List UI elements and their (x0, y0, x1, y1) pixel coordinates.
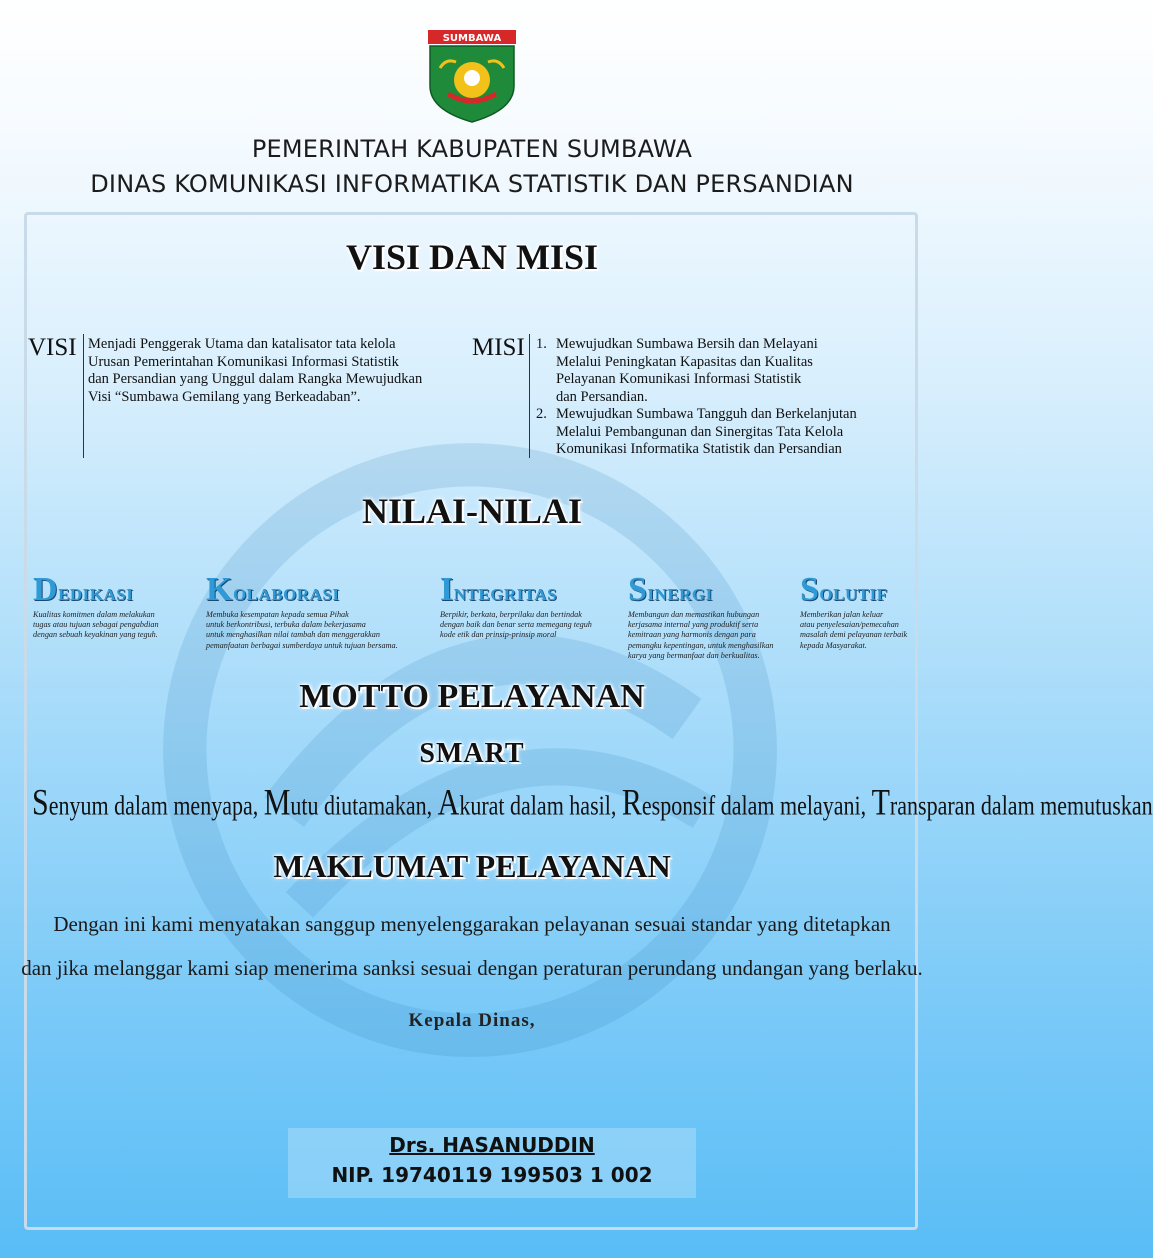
signature-block (288, 1128, 696, 1198)
misi-line: Mewujudkan Sumbawa Tangguh dan Berkelanjutan (556, 406, 857, 422)
value-sinergi (628, 572, 800, 661)
misi-number: 1. (536, 336, 547, 352)
value-name: KOLABORASI (206, 571, 340, 608)
maklumat-line: Dengan ini kami menyatakan sanggup menyelenggarakan pelayanan sesuai standar yang ditetapkan (53, 912, 891, 936)
visi-misi-title: VISI DAN MISI (345, 237, 599, 277)
signatory-name: Drs. HASANUDDIN (389, 1133, 595, 1157)
value-name: SOLUTIF (800, 571, 888, 608)
visi-line: Menjadi Penggerak Utama dan katalisator tata kelola (88, 336, 396, 352)
motto-title: MOTTO PELAYANAN (299, 678, 645, 715)
misi-number: 2. (536, 406, 547, 422)
maklumat-line: dan jika melanggar kami siap menerima sanksi sesuai dengan peraturan perundang undangan yang berlaku. (21, 956, 923, 980)
value-dedikasi (33, 572, 203, 641)
visi-text (88, 336, 478, 406)
misi-item (536, 406, 926, 459)
value-description: Kualitas komitmen dalam melakukan tugas atau tujuan sebagai pengabdian dengan sebuah keyakinan yang teguh. (33, 610, 159, 640)
value-description: Membuka kesempatan kepada semua Pihak untuk berkontribusi, terbuka dalam bekerjasama untuk menghasilkan nilai tambah dan menggerakkan pemanfaatan berbagai sumberdaya untuk tujuan bersama. (206, 610, 398, 650)
misi-line: Melalui Peningkatan Kapasitas dan Kualitas (556, 353, 813, 370)
signatory-nip: NIP. 19740119 199503 1 002 (331, 1163, 653, 1187)
header-government: PEMERINTAH KABUPATEN SUMBAWA (251, 135, 693, 163)
misi-line: dan Persandian. (556, 388, 648, 405)
value-integritas (440, 572, 628, 641)
misi-label: MISI (472, 334, 525, 361)
misi-line: Melalui Pembangunan dan Sinergitas Tata Kelola (556, 423, 844, 440)
nilai-title: NILAI-NILAI (361, 491, 583, 531)
visi-line: dan Persandian yang Unggul dalam Rangka Mewujudkan (88, 371, 423, 387)
motto-smart-line: Senyum dalam menyapa, Mutu diutamakan, Akurat dalam hasil, Responsif dalam melayani, Transparan dalam memutuskan (32, 782, 1153, 824)
misi-text (536, 336, 926, 459)
value-name: DEDIKASI (33, 571, 134, 608)
visi-line: Urusan Pemerintahan Komunikasi Informasi Statistik (88, 353, 399, 370)
visi-divider (83, 334, 84, 458)
logo-text: SUMBAWA (442, 33, 502, 44)
visi-line: Visi “Sumbawa Gemilang yang Berkeadaban”. (88, 388, 361, 405)
header-department: DINAS KOMUNIKASI INFORMATIKA STATISTIK DAN PERSANDIAN (90, 170, 854, 198)
value-description: Berpikir, berkata, berprilaku dan bertindak dengan baik dan benar serta memegang teguh kode etik dan prinsip-prinsip moral (440, 610, 592, 640)
misi-line: Pelayanan Komunikasi Informasi Statistik (556, 371, 802, 387)
visi-label: VISI (28, 334, 77, 361)
value-name: INTEGRITAS (440, 571, 558, 608)
value-name: SINERGI (628, 571, 713, 608)
value-description: Memberikan jalan keluar atau penyelesaian/pemecahan masalah demi pelayanan terbaik kepada Masyarakat. (800, 610, 908, 650)
signatory-position: Kepala Dinas, (408, 1010, 536, 1031)
motto-acronym: SMART (419, 738, 525, 769)
sumbawa-logo-icon (426, 28, 518, 124)
value-solutif (800, 572, 936, 651)
misi-item (536, 336, 926, 406)
maklumat-title: MAKLUMAT PELAYANAN (273, 848, 671, 884)
misi-divider (529, 334, 530, 458)
misi-line: Mewujudkan Sumbawa Bersih dan Melayani (556, 336, 818, 352)
misi-line: Komunikasi Informatika Statistik dan Persandian (556, 441, 842, 457)
value-kolaborasi (206, 572, 438, 651)
value-description: Membangun dan memastikan hubungan kerjasama internal yang produktif serta kemitraan yang harmonis dengan para pemangku kepentingan, untuk menghasilkan karya yang bermanfaat dan berkualitas. (628, 610, 774, 660)
